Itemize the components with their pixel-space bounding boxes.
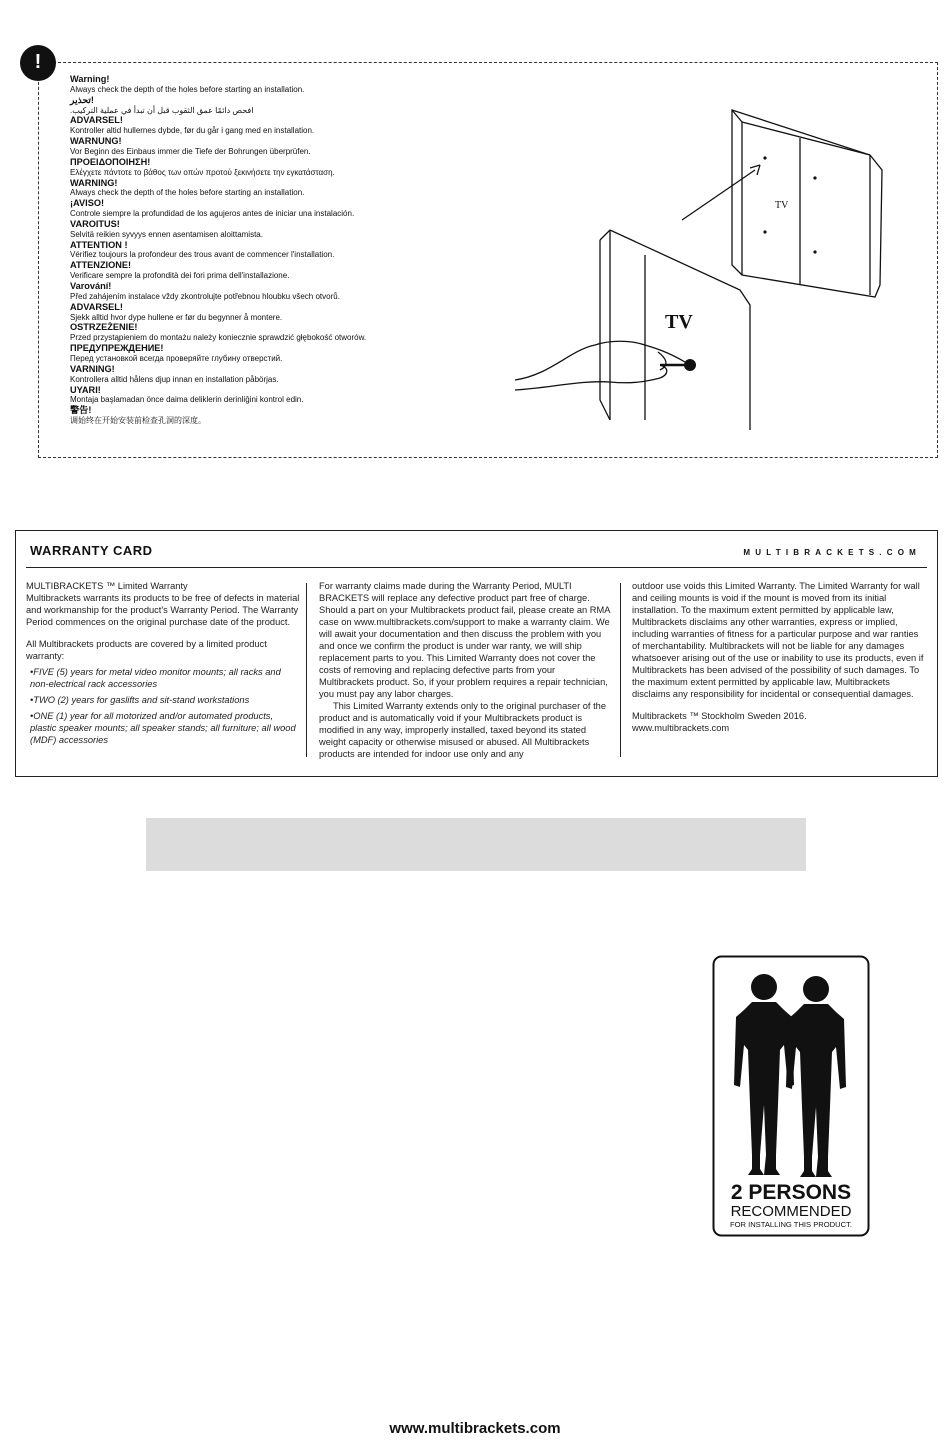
warning-entry: [70, 405, 400, 426]
persons-count-text: 2 PERSONS: [730, 1181, 852, 1204]
warning-text: Always check the depth of the holes before starting an installation.: [70, 84, 305, 94]
warning-heading: Varování!: [70, 281, 112, 292]
warranty-divider: [26, 567, 927, 568]
warning-entry: [70, 74, 400, 95]
warranty-column-1: [26, 580, 301, 746]
warranty-card: [15, 530, 938, 777]
warning-text: Sjekk alltid hvor dype hullene er før du begynner å montere.: [70, 312, 283, 322]
warning-entry: [70, 281, 400, 302]
warning-text: Kontroller altid hullernes dybde, før du går i gang med en installation.: [70, 126, 315, 136]
warning-heading: VAROITUS!: [70, 218, 120, 229]
warning-entry: [70, 198, 400, 219]
warning-heading: OSTRZEŻENIE!: [70, 322, 138, 333]
warning-entry: [70, 136, 400, 157]
persons-installing-text: FOR INSTALLING THIS PRODUCT.: [729, 1220, 853, 1229]
column-separator: [620, 583, 621, 757]
warranty-intro-title: MULTIBRACKETS ™ Limited Warranty: [26, 581, 188, 591]
warning-text: Vor Beginn des Einbaus immer die Tiefe der Bohrungen überprüfen.: [70, 146, 311, 156]
warranty-site: MULTIBRACKETS.COM: [743, 548, 921, 557]
warning-text: Vérifiez toujours la profondeur des trous avant de commencer l'installation.: [70, 250, 335, 260]
warning-heading: WARNING!: [70, 177, 118, 188]
warning-entry: [70, 240, 400, 261]
warranty-intro-text: Multibrackets warrants its products to be free of defects in material and workmanship for the product's Warranty Period. The Warranty Period commences on the original purchase date of the product.: [26, 593, 300, 627]
warning-heading: ¡AVISO!: [70, 198, 105, 209]
warning-text: Przed przystąpieniem do montażu należy koniecznie sprawdzić głębokość otworów.: [70, 333, 367, 343]
warning-text: Перед установкой всегда проверяйте глубину отверстий.: [70, 353, 283, 363]
warning-text: Montaja başlamadan önce daima deliklerin derinliğini kontrol edin.: [70, 395, 304, 405]
warning-heading: 警告!: [70, 405, 92, 416]
warning-heading: !تحذير: [70, 94, 94, 105]
warning-list: [70, 74, 400, 426]
warranty-bullet: •TWO (2) years for gaslifts and sit-stand workstations: [30, 695, 250, 705]
tv-drill-illustration: [510, 90, 930, 435]
warranty-bullet: •FIVE (5) years for metal video monitor mounts; all racks and non-electrical rack accessories: [30, 667, 281, 689]
two-persons-sign: [712, 955, 870, 1237]
warning-entry: [70, 178, 400, 199]
warning-entry: [70, 385, 400, 406]
persons-recommended-text: RECOMMENDED: [730, 1203, 852, 1220]
warning-heading: WARNUNG!: [70, 136, 122, 147]
warning-heading: ADVARSEL!: [70, 301, 123, 312]
warning-text: Kontrollera alltid hålens djup innan en installation påbörjas.: [70, 374, 279, 384]
warning-heading: ADVARSEL!: [70, 115, 123, 126]
warranty-title: WARRANTY CARD: [30, 543, 153, 558]
warning-entry: [70, 322, 400, 343]
warning-heading: Warning!: [70, 74, 110, 84]
warranty-covered-heading: All Multibrackets products are covered by a limited product warranty:: [26, 639, 267, 661]
warranty-extent-text: This Limited Warranty extends only to the original purchaser of the product and is automatically void if your Multibrackets product is modified in any way, improperly installed, taxed beyond its stated weight capacity or otherwise misused or abused. All Multibrackets products are intended for indoor use only and any: [319, 701, 607, 759]
tv-far-label: TV: [775, 200, 789, 211]
warning-heading: ΠΡΟΕΙΔΟΠΟΙΗΣΗ!: [70, 156, 151, 167]
warning-heading: ПРЕДУПРЕЖДЕНИЕ!: [70, 343, 164, 354]
warranty-disclaimer-text: outdoor use voids this Limited Warranty. The Limited Warranty for wall and ceiling mounts is void if the mount is moved from its initial installation. To the maximum extent permitted by applicable law, Multibrackets disclaims any other warranties, express or implied, including warranties of fitness for a particular purpose and war ranties of merchantability. Multibrackets will not be liable for any damages whatsoever arising out of the use or inability to use its products, even if Multibrackets has been advised of the possibility of such damages. To the maximum extent permitted by applicable law, Multibrackets disclaims any responsibility for incidental or consequential damages.: [632, 581, 924, 699]
warning-entry: [70, 95, 400, 116]
warranty-column-2: [319, 580, 611, 760]
warning-heading: ATTENTION !: [70, 239, 128, 250]
blank-grey-panel: [146, 818, 806, 871]
tv-near-label: TV: [665, 311, 693, 333]
warning-entry: [70, 115, 400, 136]
warning-text: Před zahájením instalace vždy zkontrolujte potřebnou hloubku všech otvorů.: [70, 291, 340, 301]
warning-exclamation-icon: !: [20, 45, 56, 81]
warning-entry: [70, 343, 400, 364]
warning-entry: [70, 364, 400, 385]
warning-heading: UYARI!: [70, 384, 101, 395]
warning-text: Always check the depth of the holes before starting an installation.: [70, 188, 305, 198]
warning-text: 调始终在开始安装前检查孔洞的深度。: [70, 416, 206, 426]
warranty-claims-text: For warranty claims made during the Warranty Period, MULTI BRACKETS will replace any defective product part free of charge. Should a part on your Multibrackets product fail, please create an RMA case on www.multibrackets.com/support to make a warranty claim. We will await your documentation and then discuss the problem with you and once we confirm the product is under war ranty, we will ship replacement parts to you. This Limited Warranty does not cover the costs of removing and replacing defective parts from your Multibrackets product. So, if your problem requires a repair technician, you must pay any labor charges.: [319, 581, 610, 699]
warning-heading: ATTENZIONE!: [70, 260, 132, 271]
warning-heading: VARNING!: [70, 363, 115, 374]
warning-entry: [70, 157, 400, 178]
warning-text: افحص دائمًا عمق الثقوب قبل أن تبدأ في عملية التركيب.: [70, 105, 254, 115]
warning-entry: [70, 302, 400, 323]
warning-text: Ελέγχετε πάντοτε το βάθος των οπών προτού ξεκινήσετε την εγκατάσταση.: [70, 167, 335, 177]
warranty-bullet: •ONE (1) year for all motorized and/or automated products, plastic speaker mounts; all speaker stands; all furniture; all wood (MDF) accessories: [30, 711, 296, 745]
warranty-signature: Multibrackets ™ Stockholm Sweden 2016.: [632, 711, 807, 721]
warning-text: Controle siempre la profundidad de los agujeros antes de iniciar una instalación.: [70, 209, 355, 219]
warning-entry: [70, 219, 400, 240]
warranty-column-3: [632, 580, 928, 734]
warranty-website: www.multibrackets.com: [632, 723, 730, 733]
warning-text: Selvitä reikien syvyys ennen asentamisen aloittamista.: [70, 229, 263, 239]
column-separator: [306, 583, 307, 757]
warning-text: Verificare sempre la profondità dei fori prima dell'installazione.: [70, 271, 290, 281]
footer-url[interactable]: www.multibrackets.com: [389, 1420, 561, 1437]
warning-entry: [70, 260, 400, 281]
